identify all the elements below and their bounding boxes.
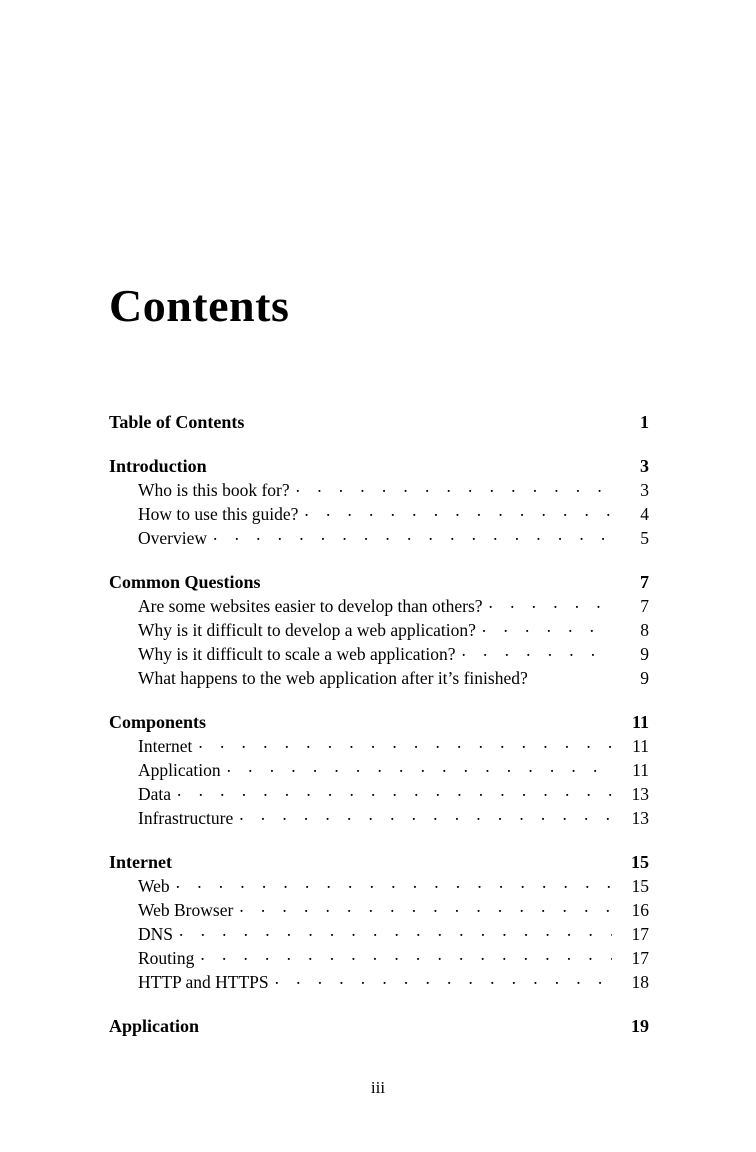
toc-section-entry[interactable] — [109, 618, 649, 642]
toc-group — [109, 410, 649, 434]
toc-section-entry[interactable] — [109, 758, 649, 782]
dot-leader — [176, 874, 612, 892]
toc-section-entry[interactable] — [109, 526, 649, 550]
toc-section-entry[interactable] — [109, 922, 649, 946]
toc-entry-label: Introduction — [109, 456, 207, 476]
toc-entry-label: HTTP and HTTPS — [138, 971, 269, 992]
toc-entry-page-number: 18 — [631, 971, 649, 992]
toc-entry-page-number: 3 — [640, 456, 649, 476]
toc-section-entry[interactable] — [109, 594, 649, 618]
dot-leader — [213, 526, 612, 544]
table-of-contents — [109, 410, 649, 1038]
dot-leader — [296, 478, 612, 496]
dot-leader — [200, 946, 612, 964]
toc-section-entry[interactable] — [109, 874, 649, 898]
toc-section-entry[interactable] — [109, 666, 649, 690]
toc-entry-page-number: 11 — [631, 712, 649, 732]
dot-leader — [239, 898, 612, 916]
toc-entry-page-number: 11 — [632, 735, 649, 756]
toc-entry-page-number: 13 — [631, 783, 649, 804]
toc-entry-label: Routing — [138, 947, 195, 968]
page-folio: iii — [370, 1078, 386, 1097]
dot-leader — [239, 806, 612, 824]
toc-entry-label: Table of Contents — [109, 412, 245, 432]
toc-entry-label: Are some websites easier to develop than others? — [138, 595, 483, 616]
toc-entry-page-number: 11 — [632, 759, 649, 780]
toc-entry-label: Web Browser — [138, 899, 234, 920]
toc-group — [109, 710, 649, 830]
toc-entry-label: Why is it difficult to scale a web application? — [138, 643, 456, 664]
dot-leader — [534, 666, 612, 684]
toc-section-entry[interactable] — [109, 946, 649, 970]
toc-chapter-entry[interactable] — [109, 850, 649, 874]
toc-entry-label: Components — [109, 712, 207, 732]
dot-leader — [267, 570, 612, 588]
dot-leader — [213, 454, 612, 472]
toc-chapter-entry[interactable] — [109, 710, 649, 734]
toc-chapter-entry[interactable] — [109, 410, 649, 434]
toc-entry-page-number: 13 — [631, 807, 649, 828]
toc-entry-label: Internet — [138, 735, 193, 756]
toc-entry-page-number: 15 — [631, 875, 649, 896]
toc-entry-page-number: 7 — [640, 595, 649, 616]
toc-chapter-entry[interactable] — [109, 1014, 649, 1038]
toc-entry-page-number: 9 — [640, 643, 649, 664]
toc-entry-page-number: 5 — [640, 527, 649, 548]
dot-leader — [250, 410, 612, 428]
toc-group — [109, 850, 649, 994]
toc-section-entry[interactable] — [109, 970, 649, 994]
toc-entry-page-number: 8 — [640, 619, 649, 640]
toc-entry-label: Data — [138, 783, 172, 804]
toc-entry-page-number: 1 — [640, 412, 649, 432]
toc-entry-label: Common Questions — [109, 572, 261, 592]
toc-chapter-entry[interactable] — [109, 570, 649, 594]
toc-section-entry[interactable] — [109, 782, 649, 806]
toc-entry-label: How to use this guide? — [138, 503, 299, 524]
toc-group — [109, 454, 649, 550]
toc-entry-page-number: 19 — [631, 1016, 649, 1036]
toc-section-entry[interactable] — [109, 806, 649, 830]
dot-leader — [212, 710, 612, 728]
toc-entry-label: Who is this book for? — [138, 479, 290, 500]
toc-section-entry[interactable] — [109, 734, 649, 758]
dot-leader — [177, 782, 612, 800]
toc-entry-page-number: 7 — [640, 572, 649, 592]
toc-section-entry[interactable] — [109, 898, 649, 922]
dot-leader — [205, 1014, 612, 1032]
toc-entry-page-number: 16 — [631, 899, 649, 920]
toc-entry-page-number: 15 — [631, 852, 649, 872]
dot-leader — [198, 734, 612, 752]
toc-group — [109, 570, 649, 690]
dot-leader — [227, 758, 612, 776]
toc-entry-page-number: 9 — [640, 667, 649, 688]
toc-entry-label: Overview — [138, 527, 208, 548]
toc-entry-page-number: 3 — [640, 479, 649, 500]
dot-leader — [178, 850, 612, 868]
toc-entry-page-number: 17 — [631, 947, 649, 968]
dot-leader — [489, 594, 612, 612]
dot-leader — [304, 502, 612, 520]
dot-leader — [179, 922, 612, 940]
dot-leader — [482, 618, 612, 636]
toc-entry-label: What happens to the web application after it’s finished? — [138, 667, 528, 688]
toc-entry-label: Internet — [109, 852, 172, 872]
toc-entry-label: DNS — [138, 923, 174, 944]
toc-entry-label: Why is it difficult to develop a web application? — [138, 619, 476, 640]
toc-entry-label: Web — [138, 875, 170, 896]
page-title: Contents — [109, 279, 290, 331]
dot-leader — [275, 970, 612, 988]
toc-section-entry[interactable] — [109, 502, 649, 526]
toc-entry-label: Application — [138, 759, 221, 780]
toc-entry-page-number: 17 — [631, 923, 649, 944]
toc-entry-page-number: 4 — [640, 503, 649, 524]
dot-leader — [462, 642, 613, 660]
toc-section-entry[interactable] — [109, 478, 649, 502]
toc-entry-label: Infrastructure — [138, 807, 234, 828]
toc-entry-label: Application — [109, 1016, 200, 1036]
toc-chapter-entry[interactable] — [109, 454, 649, 478]
toc-group — [109, 1014, 649, 1038]
toc-section-entry[interactable] — [109, 642, 649, 666]
